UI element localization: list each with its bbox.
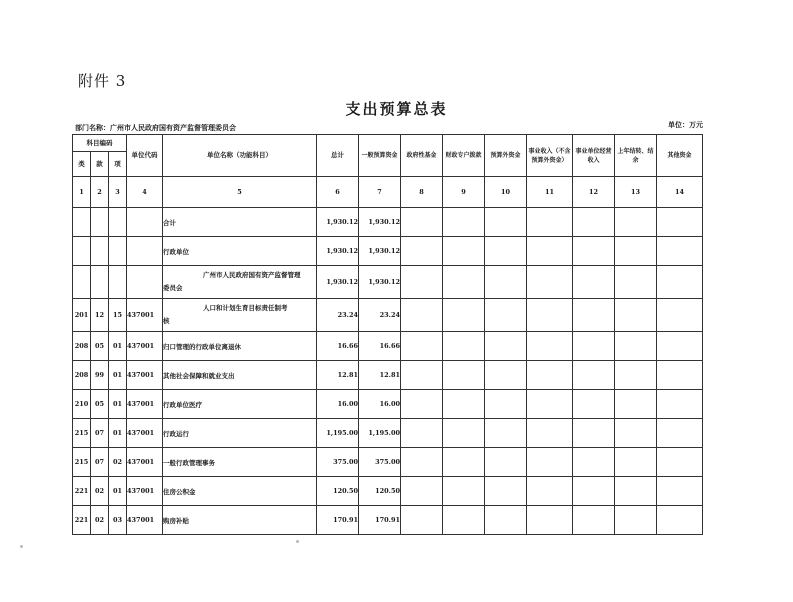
cell-unit-name	[163, 299, 317, 332]
cell-empty	[485, 299, 527, 332]
unit-name-line-2: 委员会	[163, 284, 183, 292]
cell-empty	[657, 332, 703, 361]
cell-lei: 215	[73, 448, 91, 477]
cell-empty	[443, 299, 485, 332]
cell-empty	[401, 390, 443, 419]
table-row	[73, 390, 703, 419]
cell-kuan: 02	[91, 506, 109, 535]
cell-unit-name	[163, 266, 317, 299]
cell-general-budget: 1,930.12	[359, 237, 401, 266]
cell-lei	[73, 266, 91, 299]
header-kuan: 款	[91, 152, 109, 177]
cell-total: 23.24	[317, 299, 359, 332]
cell-xiang: 01	[109, 361, 127, 390]
cell-unit-name: 一般行政管理事务	[163, 448, 317, 477]
cell-empty	[443, 266, 485, 299]
cell-empty	[443, 208, 485, 237]
cell-empty	[401, 361, 443, 390]
header-unit-name: 单位名称（功能科目）	[163, 135, 317, 177]
cell-empty	[443, 237, 485, 266]
cell-unit-name: 住房公积金	[163, 477, 317, 506]
cell-empty	[615, 266, 657, 299]
header-business-operation: 事业单位经营收入	[573, 135, 615, 177]
cell-kuan: 02	[91, 477, 109, 506]
cell-empty	[485, 390, 527, 419]
cell-lei: 201	[73, 299, 91, 332]
cell-kuan: 05	[91, 332, 109, 361]
cell-empty	[615, 361, 657, 390]
cell-empty	[485, 419, 527, 448]
cell-xiang	[109, 237, 127, 266]
cell-empty	[615, 448, 657, 477]
cell-empty	[527, 266, 573, 299]
scan-speck	[20, 545, 23, 548]
cell-general-budget: 120.50	[359, 477, 401, 506]
cell-unit-code: 437001	[127, 477, 163, 506]
cell-empty	[485, 506, 527, 535]
table-row	[73, 208, 703, 237]
cell-general-budget: 12.81	[359, 361, 401, 390]
cell-empty	[527, 208, 573, 237]
cell-empty	[615, 237, 657, 266]
cell-empty	[573, 390, 615, 419]
cell-empty	[485, 208, 527, 237]
cell-unit-name: 行政运行	[163, 419, 317, 448]
cell-empty	[573, 266, 615, 299]
cell-unit-code	[127, 266, 163, 299]
unit-value: 万元	[689, 120, 703, 129]
column-index: 5	[163, 177, 317, 208]
cell-xiang: 01	[109, 390, 127, 419]
page-title: 支出预算总表	[345, 100, 448, 118]
table-row	[73, 237, 703, 266]
header-lei: 类	[73, 152, 91, 177]
column-index: 9	[443, 177, 485, 208]
cell-empty	[485, 477, 527, 506]
cell-total: 1,195.00	[317, 419, 359, 448]
cell-unit-name: 归口管理的行政单位离退休	[163, 332, 317, 361]
cell-xiang: 01	[109, 419, 127, 448]
cell-empty	[657, 299, 703, 332]
header-subject-code: 科目编码	[73, 135, 127, 152]
header-prior-balance: 上年结转、结余	[615, 135, 657, 177]
cell-empty	[657, 477, 703, 506]
cell-empty	[573, 237, 615, 266]
table-row	[73, 419, 703, 448]
cell-empty	[443, 506, 485, 535]
cell-xiang	[109, 266, 127, 299]
table-row	[73, 266, 703, 299]
cell-empty	[443, 419, 485, 448]
cell-kuan: 12	[91, 299, 109, 332]
cell-empty	[443, 477, 485, 506]
cell-empty	[573, 208, 615, 237]
cell-empty	[401, 266, 443, 299]
header-extra-budget: 预算外资金	[485, 135, 527, 177]
cell-kuan	[91, 237, 109, 266]
cell-empty	[573, 448, 615, 477]
cell-unit-code: 437001	[127, 506, 163, 535]
column-index: 3	[109, 177, 127, 208]
cell-empty	[657, 390, 703, 419]
cell-empty	[615, 477, 657, 506]
column-index: 13	[615, 177, 657, 208]
cell-xiang: 03	[109, 506, 127, 535]
cell-total: 170.91	[317, 506, 359, 535]
cell-empty	[401, 448, 443, 477]
department-name: 广州市人民政府国有资产监督管理委员会	[110, 123, 236, 132]
cell-xiang	[109, 208, 127, 237]
cell-empty	[573, 419, 615, 448]
cell-empty	[401, 419, 443, 448]
cell-empty	[573, 361, 615, 390]
cell-kuan: 07	[91, 448, 109, 477]
header-xiang: 项	[109, 152, 127, 177]
cell-empty	[615, 299, 657, 332]
table-row	[73, 332, 703, 361]
table-row	[73, 506, 703, 535]
cell-xiang: 02	[109, 448, 127, 477]
cell-unit-name: 行政单位医疗	[163, 390, 317, 419]
cell-empty	[485, 237, 527, 266]
cell-total: 1,930.12	[317, 266, 359, 299]
cell-empty	[443, 332, 485, 361]
cell-lei: 221	[73, 477, 91, 506]
cell-empty	[527, 332, 573, 361]
cell-empty	[485, 332, 527, 361]
table-row	[73, 299, 703, 332]
cell-xiang: 01	[109, 477, 127, 506]
cell-lei	[73, 208, 91, 237]
header-gov-fund: 政府性基金	[401, 135, 443, 177]
cell-kuan	[91, 266, 109, 299]
column-index: 1	[73, 177, 91, 208]
column-index: 8	[401, 177, 443, 208]
unit-line	[668, 120, 703, 130]
cell-unit-name: 行政单位	[163, 237, 317, 266]
cell-unit-code: 437001	[127, 390, 163, 419]
cell-empty	[657, 361, 703, 390]
cell-empty	[527, 506, 573, 535]
cell-empty	[615, 208, 657, 237]
column-index: 11	[527, 177, 573, 208]
cell-unit-code: 437001	[127, 361, 163, 390]
header-general-budget: 一般预算资金	[359, 135, 401, 177]
cell-empty	[657, 266, 703, 299]
cell-empty	[527, 448, 573, 477]
cell-unit-name: 购房补贴	[163, 506, 317, 535]
cell-empty	[657, 506, 703, 535]
cell-lei	[73, 237, 91, 266]
annex-label: 附件 3	[78, 72, 127, 90]
column-index-row	[73, 177, 703, 208]
cell-unit-code: 437001	[127, 332, 163, 361]
department-line	[75, 123, 236, 133]
cell-total: 16.00	[317, 390, 359, 419]
cell-unit-name: 合计	[163, 208, 317, 237]
cell-general-budget: 375.00	[359, 448, 401, 477]
cell-kuan: 07	[91, 419, 109, 448]
cell-unit-code	[127, 237, 163, 266]
cell-general-budget: 1,930.12	[359, 266, 401, 299]
column-index: 2	[91, 177, 109, 208]
cell-empty	[485, 361, 527, 390]
scan-speck	[296, 540, 299, 543]
cell-general-budget: 16.66	[359, 332, 401, 361]
header-row-1	[73, 135, 703, 152]
cell-empty	[573, 506, 615, 535]
cell-lei: 215	[73, 419, 91, 448]
table-row	[73, 477, 703, 506]
cell-total: 1,930.12	[317, 208, 359, 237]
unit-name-line-2: 核	[163, 317, 170, 325]
cell-total: 16.66	[317, 332, 359, 361]
unit-name-line-1: 人口和计划生育目标责任制考	[203, 304, 288, 312]
column-index: 6	[317, 177, 359, 208]
cell-empty	[401, 506, 443, 535]
cell-kuan	[91, 208, 109, 237]
cell-unit-code: 437001	[127, 419, 163, 448]
header-business-income: 事业收入（不含预算外资金）	[527, 135, 573, 177]
cell-empty	[615, 506, 657, 535]
cell-empty	[573, 299, 615, 332]
cell-general-budget: 1,930.12	[359, 208, 401, 237]
cell-general-budget: 16.00	[359, 390, 401, 419]
cell-kuan: 99	[91, 361, 109, 390]
cell-empty	[527, 419, 573, 448]
table-row	[73, 361, 703, 390]
budget-table	[72, 134, 703, 535]
cell-general-budget: 1,195.00	[359, 419, 401, 448]
cell-empty	[615, 390, 657, 419]
cell-total: 120.50	[317, 477, 359, 506]
column-index: 7	[359, 177, 401, 208]
cell-xiang: 15	[109, 299, 127, 332]
cell-empty	[657, 448, 703, 477]
column-index: 14	[657, 177, 703, 208]
cell-total: 12.81	[317, 361, 359, 390]
cell-empty	[615, 332, 657, 361]
cell-general-budget: 23.24	[359, 299, 401, 332]
cell-lei: 210	[73, 390, 91, 419]
column-index: 4	[127, 177, 163, 208]
cell-kuan: 05	[91, 390, 109, 419]
cell-empty	[573, 332, 615, 361]
cell-empty	[657, 208, 703, 237]
cell-lei: 208	[73, 332, 91, 361]
column-index: 10	[485, 177, 527, 208]
cell-empty	[401, 237, 443, 266]
cell-empty	[485, 266, 527, 299]
cell-unit-code: 437001	[127, 299, 163, 332]
header-other: 其他资金	[657, 135, 703, 177]
cell-lei: 208	[73, 361, 91, 390]
cell-empty	[615, 419, 657, 448]
cell-total: 375.00	[317, 448, 359, 477]
header-unit-code: 单位代码	[127, 135, 163, 177]
cell-empty	[573, 477, 615, 506]
unit-name-line-1: 广州市人民政府国有资产监督管理	[203, 271, 301, 279]
cell-empty	[485, 448, 527, 477]
cell-empty	[527, 361, 573, 390]
header-special-fund: 财政专户拨款	[443, 135, 485, 177]
cell-total: 1,930.12	[317, 237, 359, 266]
cell-lei: 221	[73, 506, 91, 535]
cell-unit-code	[127, 208, 163, 237]
cell-empty	[527, 477, 573, 506]
cell-empty	[527, 390, 573, 419]
cell-empty	[657, 419, 703, 448]
cell-general-budget: 170.91	[359, 506, 401, 535]
header-total: 总计	[317, 135, 359, 177]
department-label: 部门名称：	[75, 123, 110, 132]
table-row	[73, 448, 703, 477]
cell-empty	[401, 208, 443, 237]
unit-label: 单位：	[668, 120, 689, 129]
cell-xiang: 01	[109, 332, 127, 361]
cell-empty	[401, 477, 443, 506]
column-index: 12	[573, 177, 615, 208]
cell-empty	[401, 299, 443, 332]
cell-empty	[443, 448, 485, 477]
cell-empty	[527, 237, 573, 266]
cell-empty	[443, 361, 485, 390]
cell-empty	[527, 299, 573, 332]
cell-empty	[657, 237, 703, 266]
cell-empty	[443, 390, 485, 419]
cell-empty	[401, 332, 443, 361]
cell-unit-code: 437001	[127, 448, 163, 477]
cell-unit-name: 其他社会保障和就业支出	[163, 361, 317, 390]
